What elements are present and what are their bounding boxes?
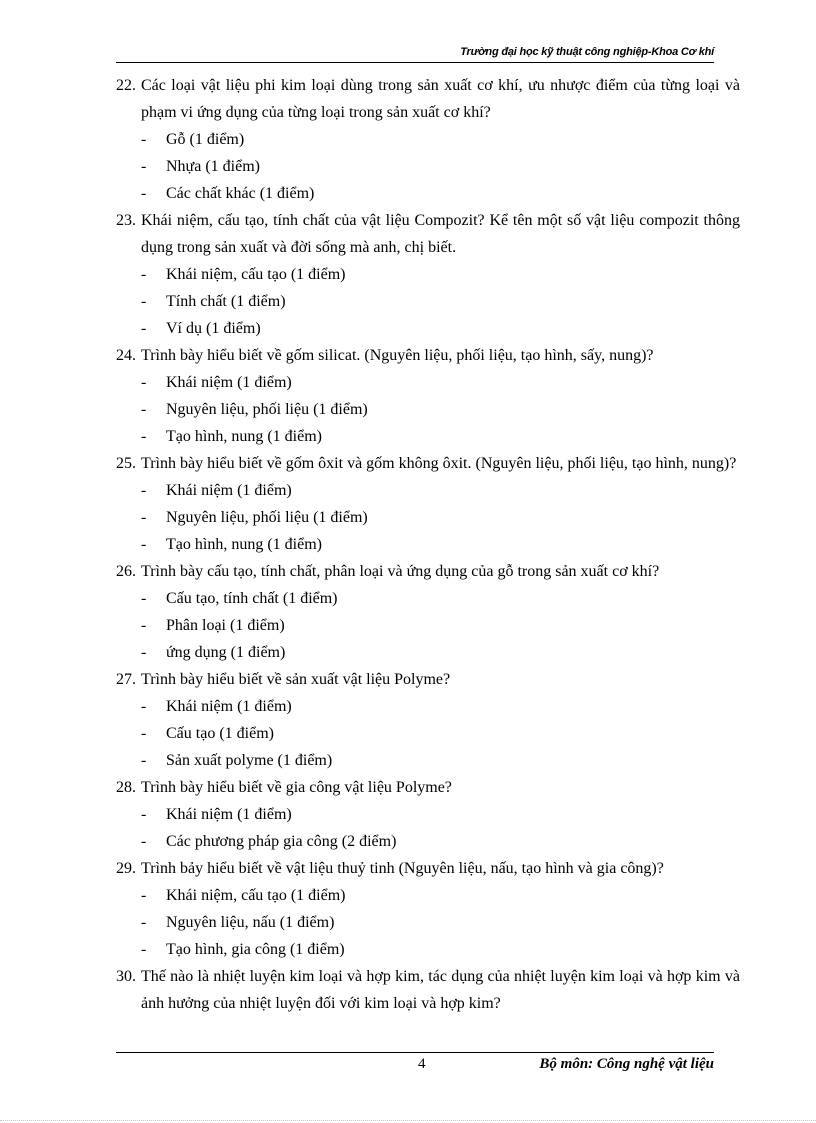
- bullet-dash: -: [141, 752, 147, 769]
- page-number: 4: [418, 1056, 426, 1072]
- scoring-item: [116, 585, 740, 612]
- question-29: [116, 855, 740, 882]
- bullet-dash: -: [141, 131, 147, 148]
- scoring-item: [116, 315, 740, 342]
- page-edge: [0, 1120, 816, 1121]
- question-text: Trình bày cấu tạo, tính chất, phân loại và ứng dụng của gỗ trong sản xuất cơ khí?: [141, 563, 660, 580]
- scoring-item: [116, 747, 740, 774]
- scoring-item-text: Tạo hình, nung (1 điểm): [166, 536, 322, 553]
- page-header: Trường đại học kỹ thuật công nghiệp-Khoa Cơ khí: [460, 46, 714, 58]
- question-27: [116, 666, 740, 693]
- bullet-dash: -: [141, 644, 147, 661]
- question-24: [116, 342, 740, 369]
- question-number: 27.: [116, 671, 136, 688]
- scoring-item-text: Tạo hình, gia công (1 điểm): [166, 941, 345, 958]
- scoring-item-text: Khái niệm (1 điểm): [166, 698, 292, 715]
- question-text: Các loại vật liệu phi kim loại dùng trong sản xuất cơ khí, ưu nhược điểm của từng loại và phạm vi ứng dụng của từng loại trong sản xuất cơ khí?: [141, 77, 740, 121]
- bullet-dash: -: [141, 941, 147, 958]
- scoring-item: [116, 693, 740, 720]
- scoring-item: [116, 639, 740, 666]
- scoring-item: [116, 720, 740, 747]
- department-label: Bộ môn: Công nghệ vật liệu: [539, 1056, 714, 1072]
- bullet-dash: -: [141, 158, 147, 175]
- bullet-dash: -: [141, 428, 147, 445]
- question-number: 23.: [116, 212, 136, 229]
- scoring-item: [116, 504, 740, 531]
- question-number: 25.: [116, 455, 136, 472]
- scoring-item-text: ứng dụng (1 điểm): [166, 644, 286, 661]
- scoring-item-text: Nguyên liệu, nấu (1 điểm): [166, 914, 335, 931]
- scoring-item-text: Nguyên liệu, phối liệu (1 điểm): [166, 509, 368, 526]
- bullet-dash: -: [141, 185, 147, 202]
- scoring-item-text: Các phương pháp gia công (2 điểm): [166, 833, 397, 850]
- question-number: 29.: [116, 860, 136, 877]
- bullet-dash: -: [141, 590, 147, 607]
- scoring-item-text: Nhựa (1 điểm): [166, 158, 260, 175]
- scoring-item-text: Nguyên liệu, phối liệu (1 điểm): [166, 401, 368, 418]
- scoring-item: [116, 423, 740, 450]
- question-number: 24.: [116, 347, 136, 364]
- question-text: Khái niệm, cấu tạo, tính chất của vật liệu Compozit? Kể tên một số vật liệu compozit thông dụng trong sản xuất và đời sống mà anh, chị biết.: [141, 212, 740, 256]
- question-22: [116, 72, 740, 126]
- scoring-item-text: Tính chất (1 điểm): [166, 293, 286, 310]
- question-23: [116, 207, 740, 261]
- scoring-item-text: Gỗ (1 điểm): [166, 131, 245, 148]
- scoring-item: [116, 612, 740, 639]
- scoring-item: [116, 396, 740, 423]
- bullet-dash: -: [141, 617, 147, 634]
- scoring-item: [116, 369, 740, 396]
- scoring-item: [116, 909, 740, 936]
- bullet-dash: -: [141, 374, 147, 391]
- question-text: Trình bày hiểu biết về sản xuất vật liệu Polyme?: [141, 671, 451, 688]
- question-number: 28.: [116, 779, 136, 796]
- scoring-item: [116, 153, 740, 180]
- question-text: Trình bày hiểu biết về gia công vật liệu Polyme?: [141, 779, 452, 796]
- scoring-item-text: Phân loại (1 điểm): [166, 617, 285, 634]
- scoring-item: [116, 261, 740, 288]
- question-30: [116, 963, 740, 1017]
- bullet-dash: -: [141, 536, 147, 553]
- question-number: 26.: [116, 563, 136, 580]
- scoring-item-text: Sản xuất polyme (1 điểm): [166, 752, 333, 769]
- scoring-item: [116, 477, 740, 504]
- scoring-item: [116, 288, 740, 315]
- bullet-dash: -: [141, 914, 147, 931]
- footer-divider: [116, 1052, 714, 1053]
- question-number: 30.: [116, 968, 136, 985]
- bullet-dash: -: [141, 320, 147, 337]
- bullet-dash: -: [141, 266, 147, 283]
- header-divider: [116, 62, 714, 63]
- bullet-dash: -: [141, 293, 147, 310]
- question-text: Trình bảy hiểu biết về vật liệu thuỷ tinh (Nguyên liệu, nấu, tạo hình và gia công)?: [141, 860, 664, 877]
- bullet-dash: -: [141, 401, 147, 418]
- scoring-item-text: Khái niệm, cấu tạo (1 điểm): [166, 887, 346, 904]
- question-text: Trình bày hiểu biết về gốm ôxit và gốm không ôxit. (Nguyên liệu, phối liệu, tạo hình, nung)?: [141, 455, 737, 472]
- scoring-item-text: Khái niệm, cấu tạo (1 điểm): [166, 266, 346, 283]
- bullet-dash: -: [141, 725, 147, 742]
- question-list: [116, 72, 740, 1017]
- scoring-item: [116, 531, 740, 558]
- scoring-item-text: Khái niệm (1 điểm): [166, 374, 292, 391]
- bullet-dash: -: [141, 482, 147, 499]
- scoring-item: [116, 180, 740, 207]
- bullet-dash: -: [141, 833, 147, 850]
- bullet-dash: -: [141, 806, 147, 823]
- scoring-item-text: Tạo hình, nung (1 điểm): [166, 428, 322, 445]
- question-25: [116, 450, 740, 477]
- question-28: [116, 774, 740, 801]
- bullet-dash: -: [141, 698, 147, 715]
- scoring-item: [116, 801, 740, 828]
- scoring-item-text: Khái niệm (1 điểm): [166, 806, 292, 823]
- question-text: Trình bày hiểu biết về gốm silicat. (Nguyên liệu, phối liệu, tạo hình, sấy, nung)?: [141, 347, 654, 364]
- scoring-item-text: Cấu tạo (1 điểm): [166, 725, 274, 742]
- scoring-item-text: Cấu tạo, tính chất (1 điểm): [166, 590, 338, 607]
- scoring-item: [116, 126, 740, 153]
- scoring-item-text: Các chất khác (1 điểm): [166, 185, 315, 202]
- scoring-item: [116, 936, 740, 963]
- scoring-item-text: Khái niệm (1 điểm): [166, 482, 292, 499]
- scoring-item: [116, 882, 740, 909]
- scoring-item-text: Ví dụ (1 điểm): [166, 320, 261, 337]
- bullet-dash: -: [141, 509, 147, 526]
- question-26: [116, 558, 740, 585]
- scoring-item: [116, 828, 740, 855]
- bullet-dash: -: [141, 887, 147, 904]
- question-number: 22.: [116, 77, 136, 94]
- question-text: Thế nào là nhiệt luyện kim loại và hợp kim, tác dụng của nhiệt luyện kim loại và hợp kim và ảnh hưởng của nhiệt luyện đối với kim loại và hợp kim?: [141, 968, 740, 1012]
